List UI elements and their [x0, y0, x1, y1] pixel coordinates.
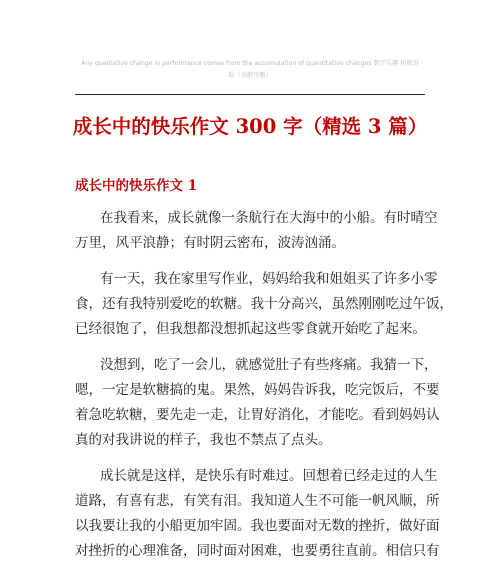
article-body	[75, 206, 453, 566]
paragraph-4	[75, 464, 440, 564]
paragraph-line: 成长就是这样，是快乐有时难过。回想着已经走过的人生	[100, 468, 438, 484]
paragraph-line: 在我看来，成长就像一条航行在大海中的小船。有时晴空	[100, 210, 438, 226]
header-line-1: Any qualitative change in performance comes from the accumulation of quantitative changes 数学乐趣 积极进	[81, 60, 419, 67]
document-header	[62, 58, 438, 82]
paragraph-line: 嗯，一定是软糖搞的鬼。果然，妈妈告诉我，吃完饭后，不要	[75, 382, 440, 398]
paragraph-line: 已经很饱了，但我想都没想抓起这些零食就开始吃了起来。	[75, 321, 426, 337]
paragraph-line: 万里，风平浪静；有时阴云密布，波涛汹涌。	[75, 235, 345, 251]
paragraph-line: 有一天，我在家里写作业，妈妈给我和姐姐买了许多小零	[100, 271, 438, 287]
paragraph-line: 没想到，吃了一会儿，就感觉肚子有些疼痛。我猜一下，	[100, 357, 438, 373]
paragraph-line: 以我要让我的小船更加牢固。我也要面对无数的挫折，做好面	[75, 518, 440, 534]
paragraph-line: 着急吃软糖，要先走一走，让胃好消化，才能吃。看到妈妈认	[75, 407, 440, 423]
paragraph-line: 对挫折的心理准备，同时面对困难，也要勇往直前。相信只有	[75, 543, 440, 559]
paragraph-2	[75, 267, 453, 342]
section-heading: 成长中的快乐作文 1	[75, 178, 198, 194]
document-title: 成长中的快乐作文 300 字（精选 3 篇）	[72, 115, 428, 138]
paragraph-line: 食，还有我特别爱吃的软糖。我十分高兴，虽然刚刚吃过午饭，	[75, 296, 453, 312]
header-line-2: 取（贡献可删）	[228, 72, 272, 79]
paragraph-1	[75, 206, 438, 256]
paragraph-line: 道路，有喜有悲，有笑有泪。我知道人生不可能一帆风顺，所	[75, 493, 440, 509]
paragraph-line: 真的对我讲说的样子，我也不禁点了点头。	[75, 432, 332, 448]
header-divider	[75, 94, 425, 95]
paragraph-3	[75, 353, 440, 453]
